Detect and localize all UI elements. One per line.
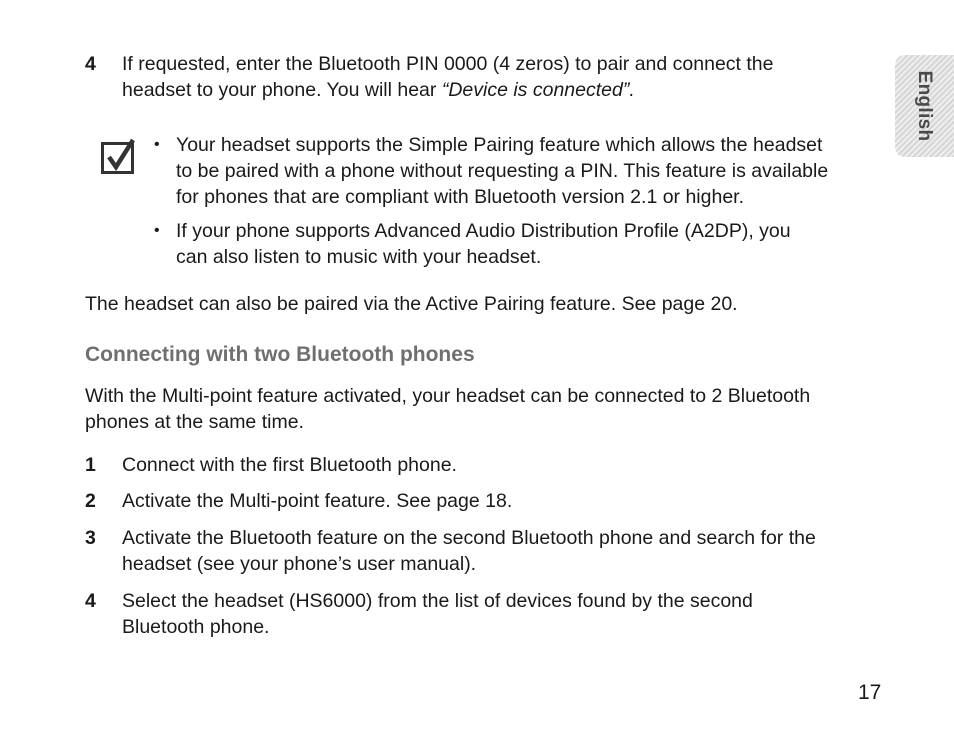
- section-heading: Connecting with two Bluetooth phones: [85, 343, 475, 366]
- step-text: Activate the Multi-point feature. See page 18.: [122, 490, 513, 512]
- step-text: [122, 588, 882, 640]
- bullet-icon: •: [154, 222, 160, 239]
- step-text-line: Bluetooth phone.: [122, 616, 270, 638]
- step-number: 4: [85, 590, 96, 612]
- note-bullet: [176, 132, 876, 210]
- step-number: 1: [85, 454, 96, 476]
- step-text: Connect with the first Bluetooth phone.: [122, 454, 457, 476]
- active-pairing-text: The headset can also be paired via the Active Pairing feature. See page 20.: [85, 293, 738, 315]
- step-text: [122, 525, 882, 577]
- note-bullet: [176, 218, 876, 270]
- note-line: If your phone supports Advanced Audio Distribution Profile (A2DP), you: [176, 220, 791, 242]
- section-intro: [85, 383, 885, 435]
- checkbox-check-icon: [100, 138, 138, 176]
- note-line: Your headset supports the Simple Pairing feature which allows the headset: [176, 134, 823, 156]
- step-number: 4: [85, 53, 96, 75]
- step-text-line: Activate the Bluetooth feature on the second Bluetooth phone and search for the: [122, 527, 816, 549]
- note-line: to be paired with a phone without requesting a PIN. This feature is available: [176, 160, 829, 182]
- step-number: 3: [85, 527, 96, 549]
- step-text-line: headset (see your phone’s user manual).: [122, 553, 477, 575]
- step-text-line: If requested, enter the Bluetooth PIN 0000 (4 zeros) to pair and connect the: [122, 53, 774, 75]
- page-number: 17: [858, 681, 882, 704]
- intro-line: With the Multi-point feature activated, your headset can be connected to 2 Bluetooth: [85, 385, 811, 407]
- intro-line: phones at the same time.: [85, 411, 304, 433]
- step-text: [122, 51, 882, 103]
- language-tab-label: English: [914, 70, 936, 142]
- step-text-line: Select the headset (HS6000) from the list of devices found by the second: [122, 590, 753, 612]
- step-text-line: headset to your phone. You will hear: [122, 79, 442, 101]
- note-line: for phones that are compliant with Bluetooth version 2.1 or higher.: [176, 186, 745, 208]
- bullet-icon: •: [154, 136, 160, 153]
- quoted-message: “Device is connected”.: [441, 79, 635, 101]
- language-tab: [895, 55, 954, 157]
- note-line: can also listen to music with your headset.: [176, 246, 542, 268]
- step-number: 2: [85, 490, 96, 512]
